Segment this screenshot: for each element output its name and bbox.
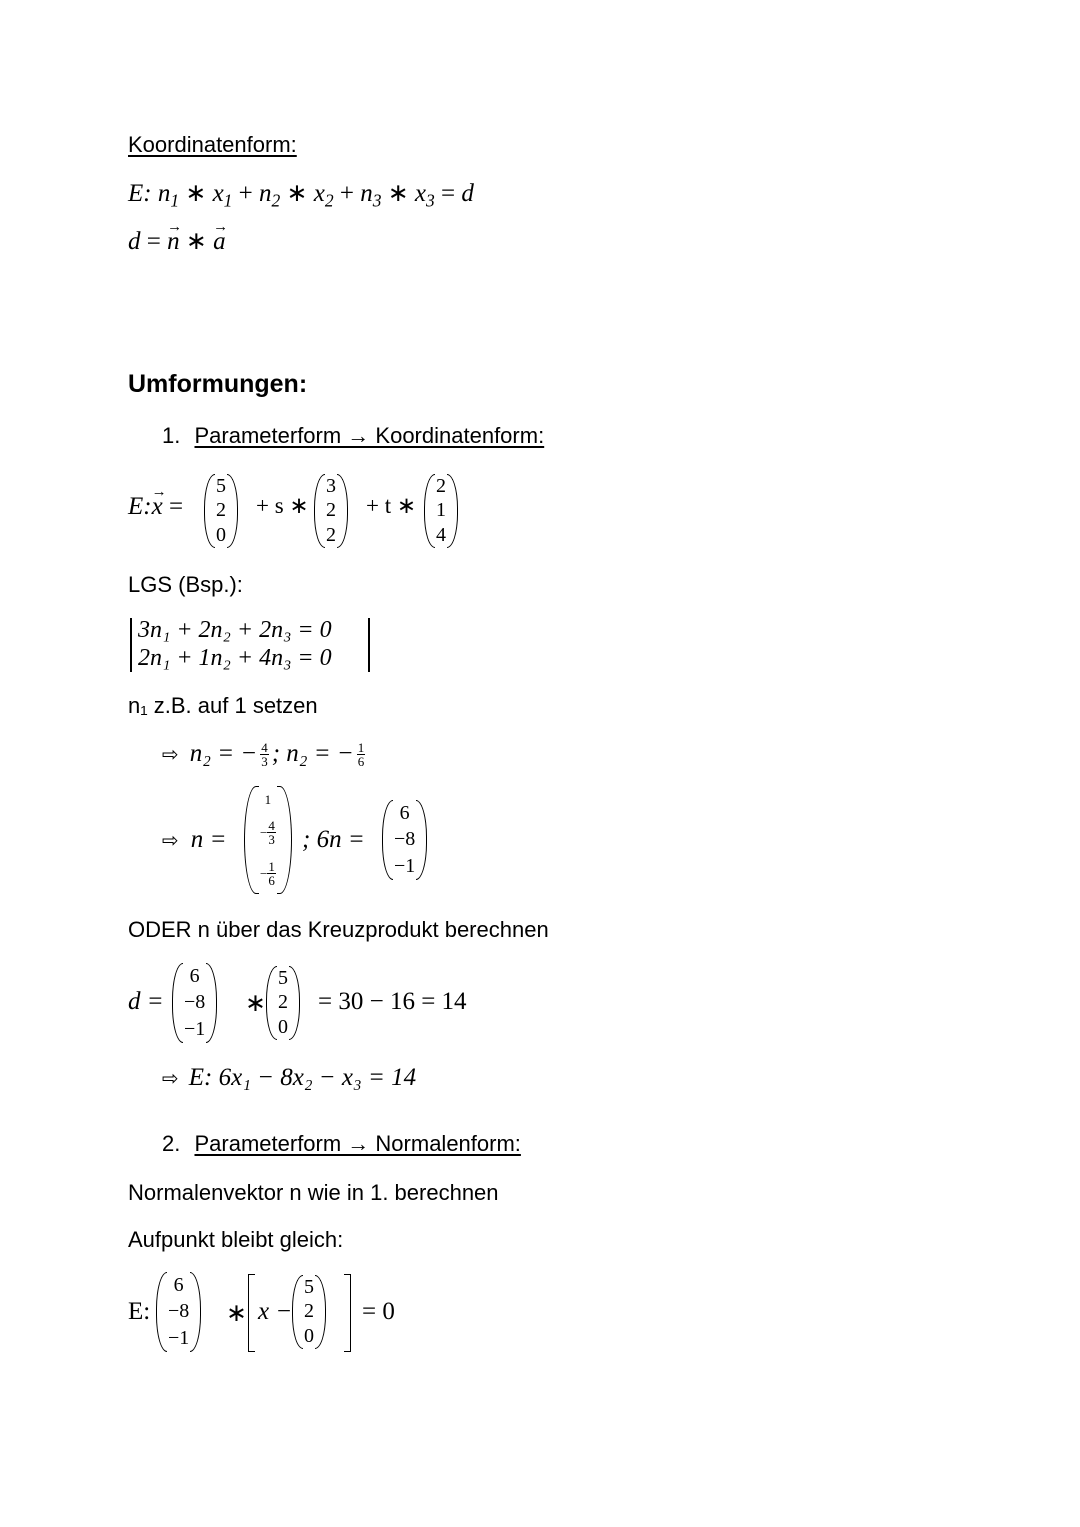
scaled-n-vector: 6 −8 −1 (382, 800, 427, 880)
umformungen-heading: Umformungen: (128, 370, 308, 398)
aufpunkt-text: Aufpunkt bleibt gleich: (128, 1227, 344, 1252)
right-bracket (344, 1274, 351, 1352)
left-bracket (248, 1274, 255, 1352)
set-n1-text: n₁ z.B. auf 1 setzen (128, 693, 318, 718)
normal-eq-times: ∗ (226, 1300, 247, 1327)
d-calc-result: = 30 − 16 = 14 (318, 988, 467, 1015)
six-n-label: ; 6n = (302, 826, 365, 853)
lgs-left-bar (130, 618, 132, 672)
koordinatenform-heading: Koordinatenform: (128, 132, 297, 157)
normal-eq-x-minus: x − (258, 1298, 293, 1325)
support-vector: 5 2 0 (204, 474, 238, 548)
n-vector: 1 − $\frac{4}{3}$ − $\frac{1}{6}$ (244, 786, 292, 894)
normal-eq-rhs: = 0 (362, 1298, 395, 1325)
normalenvektor-text: Normalenvektor n wie in 1. berechnen (128, 1180, 499, 1205)
oder-text: ODER n über das Kreuzprodukt berechnen (128, 917, 549, 942)
d-calc-vector-2: 5 2 0 (266, 966, 300, 1040)
n-component-results: ⇨ n₂ = − $\frac{4}{3}$ ; n₂ = − $\frac{1}{6}$ (162, 739, 365, 769)
param-eq-lhs: E:x → = (128, 493, 183, 521)
normal-eq-n-vector: 6 −8 −1 (156, 1272, 201, 1352)
s-label: + s ∗ (256, 493, 309, 518)
d-calc-lhs: d = (128, 988, 164, 1015)
n-vector-lhs: ⇨ n = (162, 826, 226, 853)
lgs-row-2: 2n₁ + 1n₂ + 4n₃ = 0 (138, 645, 332, 671)
normal-eq-a-vector: 5 2 0 (292, 1275, 326, 1349)
step1-title: 1. Parameterform → Koordinatenform: (162, 423, 545, 448)
d-calc-times: ∗ (245, 990, 266, 1017)
direction-vector-1: 3 2 2 (314, 474, 348, 548)
normal-eq-lhs: E: (128, 1298, 151, 1325)
e-result: ⇨ E: 6x₁ − 8x₂ − x₃ = 14 (162, 1064, 417, 1091)
t-label: + t ∗ (366, 493, 417, 518)
lgs-right-bar (368, 618, 370, 672)
lgs-label: LGS (Bsp.): (128, 572, 243, 597)
lgs-row-1: 3n₁ + 2n₂ + 2n₃ = 0 (138, 617, 332, 643)
d-definition: d = n → ∗ a → (128, 226, 226, 256)
d-calc-vector-1: 6 −8 −1 (172, 963, 217, 1043)
koordinatenform-equation: E: $n_1$ ∗ $x_1 + n_2$ ∗ $x_2 + n_3$ ∗ $x_3 = d$ (128, 180, 474, 211)
direction-vector-2: 2 1 4 (424, 474, 458, 548)
step2-title: 2. Parameterform → Normalenform: (162, 1131, 521, 1156)
